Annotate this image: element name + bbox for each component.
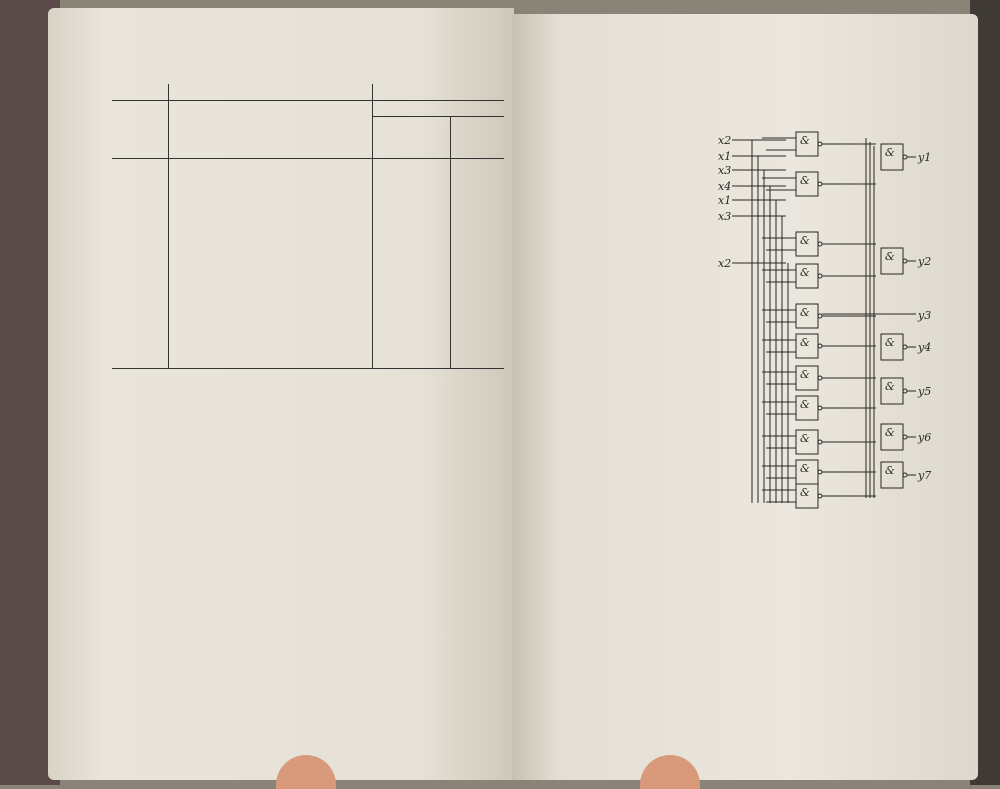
circuit-input-label: x1 bbox=[718, 194, 732, 207]
gate-symbol: & bbox=[800, 234, 810, 247]
table-header-rule bbox=[112, 158, 504, 159]
gate-symbol: & bbox=[800, 432, 810, 445]
gate-symbol: & bbox=[800, 398, 810, 411]
circuit-input-label: x3 bbox=[718, 164, 732, 177]
gate-symbol: & bbox=[800, 462, 810, 475]
circuit-output-label: y3 bbox=[918, 309, 932, 322]
gate-symbol: & bbox=[800, 368, 810, 381]
gate-symbol: & bbox=[885, 464, 895, 477]
circuit-output-label: y5 bbox=[918, 385, 932, 398]
circuit-input-label: x1 bbox=[718, 150, 732, 163]
gate-symbol: & bbox=[885, 336, 895, 349]
circuit-input-label: x2 bbox=[718, 134, 732, 147]
circuit-output-label: y2 bbox=[918, 255, 932, 268]
table-divider bbox=[372, 100, 504, 101]
circuit-diagram bbox=[716, 128, 966, 518]
left-page bbox=[48, 8, 514, 780]
gate-symbol: & bbox=[800, 134, 810, 147]
gate-symbol: & bbox=[800, 336, 810, 349]
circuit-output-label: y6 bbox=[918, 431, 932, 444]
circuit-output-label: y4 bbox=[918, 341, 932, 354]
circuit-input-label: x2 bbox=[718, 257, 732, 270]
table-divider bbox=[168, 84, 169, 368]
gate-symbol: & bbox=[800, 266, 810, 279]
circuit-input-label: x3 bbox=[718, 210, 732, 223]
gate-symbol: & bbox=[800, 174, 810, 187]
gate-symbol: & bbox=[800, 306, 810, 319]
gate-symbol: & bbox=[885, 250, 895, 263]
table-divider bbox=[450, 116, 451, 368]
gate-symbol: & bbox=[800, 486, 810, 499]
table-divider bbox=[372, 84, 373, 368]
circuit-output-label: y1 bbox=[918, 151, 932, 164]
gate-symbol: & bbox=[885, 426, 895, 439]
table-divider bbox=[372, 116, 504, 117]
circuit-input-label: x4 bbox=[718, 180, 732, 193]
table-bottom-rule bbox=[112, 368, 504, 369]
circuit-output-label: y7 bbox=[918, 469, 932, 482]
gate-symbol: & bbox=[885, 146, 895, 159]
gate-symbol: & bbox=[885, 380, 895, 393]
